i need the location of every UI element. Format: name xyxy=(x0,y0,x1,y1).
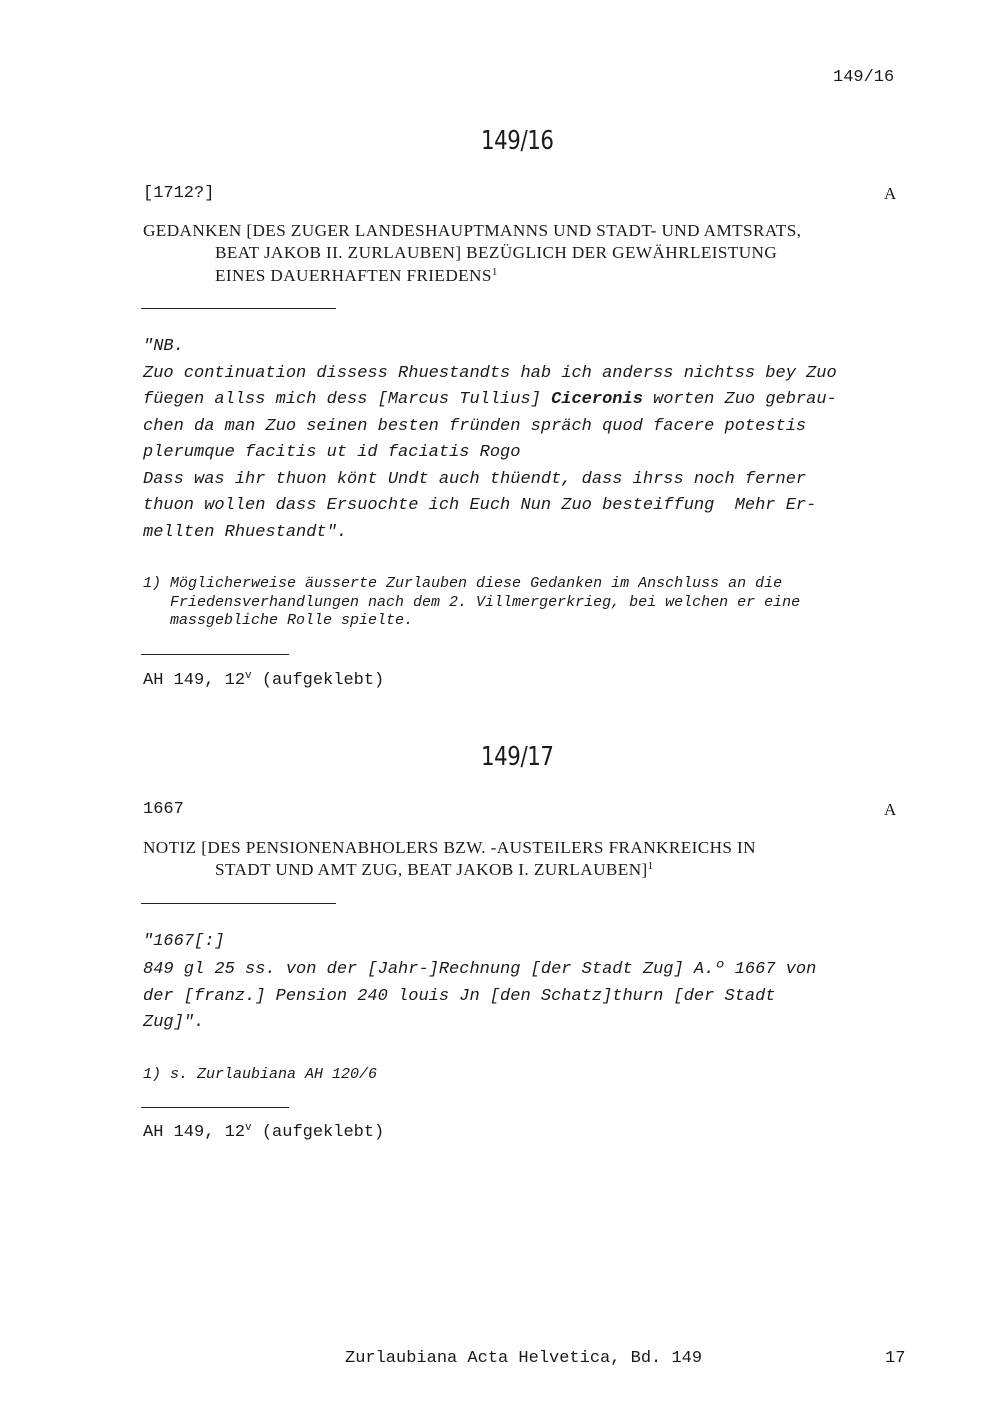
footnote-line: 1) Möglicherweise äusserte Zurlauben diese Gedanken im Anschluss an die xyxy=(143,575,783,592)
quote-line: "NB. xyxy=(143,337,184,356)
document-title-line: BEAT JAKOB II. ZURLAUBEN] BEZÜGLICH DER GEWÄHRLEISTUNG xyxy=(215,243,778,262)
footnote-line: 1) s. Zurlaubiana AH 120/6 xyxy=(143,1066,378,1083)
document-date: [1712?] xyxy=(143,184,215,203)
title-divider xyxy=(141,903,336,904)
quote-line: füegen allss mich dess [Marcus Tullius] Ciceronis worten Zuo gebrau- xyxy=(143,390,837,409)
quote-line: chen da man Zuo seinen besten fründen spräch quod facere potestis xyxy=(143,417,807,436)
quote-line: Zuo continuation dissess Rhuestandts hab ich anderss nichtss bey Zuo xyxy=(143,364,837,383)
document-number-heading: 149/16 xyxy=(481,126,554,156)
quote-line: "1667[:] xyxy=(143,932,225,951)
emphasized-name: Ciceronis xyxy=(551,390,643,409)
footnote-line: massgebliche Rolle spielte. xyxy=(143,612,414,629)
quote-line: 849 gl 25 ss. von der [Jahr-]Rechnung [der Stadt Zug] A.º 1667 von xyxy=(143,960,817,979)
archive-source: AH 149, 12$^v$ (aufgeklebt) xyxy=(143,1122,385,1142)
document-title-line: EINES DAUERHAFTEN FRIEDENS$^1$ xyxy=(215,266,498,285)
quote-line: mellten Rhuestandt". xyxy=(143,523,348,542)
quote-line: der [franz.] Pension 240 louis Jn [den Schatz]thurn [der Stadt xyxy=(143,987,776,1006)
footer-page-number: 17 xyxy=(885,1349,906,1368)
footer-series-title: Zurlaubiana Acta Helvetica, Bd. 149 xyxy=(345,1349,703,1368)
footnote-ref: 1 xyxy=(647,860,654,872)
archive-source: AH 149, 12$^v$ (aufgeklebt) xyxy=(143,670,385,690)
document-date: 1667 xyxy=(143,800,184,819)
source-divider xyxy=(141,654,289,655)
document-title-line: GEDANKEN [DES ZUGER LANDESHAUPTMANNS UND STADT- UND AMTSRATS, xyxy=(143,221,802,240)
title-divider xyxy=(141,308,336,309)
document-class: A xyxy=(884,800,897,819)
footnote-ref: 1 xyxy=(491,266,498,278)
page-header-number: 149/16 xyxy=(833,68,895,87)
quote-line: Zug]". xyxy=(143,1013,205,1032)
document-title-line: STADT UND AMT ZUG, BEAT JAKOB I. ZURLAUBEN]$^1$ xyxy=(215,860,654,879)
quote-line: thuon wollen dass Ersuochte ich Euch Nun Zuo besteiffung Mehr Er- xyxy=(143,496,817,515)
quote-line: plerumque facitis ut id faciatis Rogo xyxy=(143,443,521,462)
footnote-line: Friedensverhandlungen nach dem 2. Villmergerkrieg, bei welchen er eine xyxy=(143,594,801,611)
source-divider xyxy=(141,1107,289,1108)
quote-line: Dass was ihr thuon könt Undt auch thüendt, dass ihrss noch ferner xyxy=(143,470,807,489)
document-number-heading: 149/17 xyxy=(481,742,554,772)
document-class: A xyxy=(884,184,897,203)
document-title-line: NOTIZ [DES PENSIONENABHOLERS BZW. -AUSTEILERS FRANKREICHS IN xyxy=(143,838,756,857)
